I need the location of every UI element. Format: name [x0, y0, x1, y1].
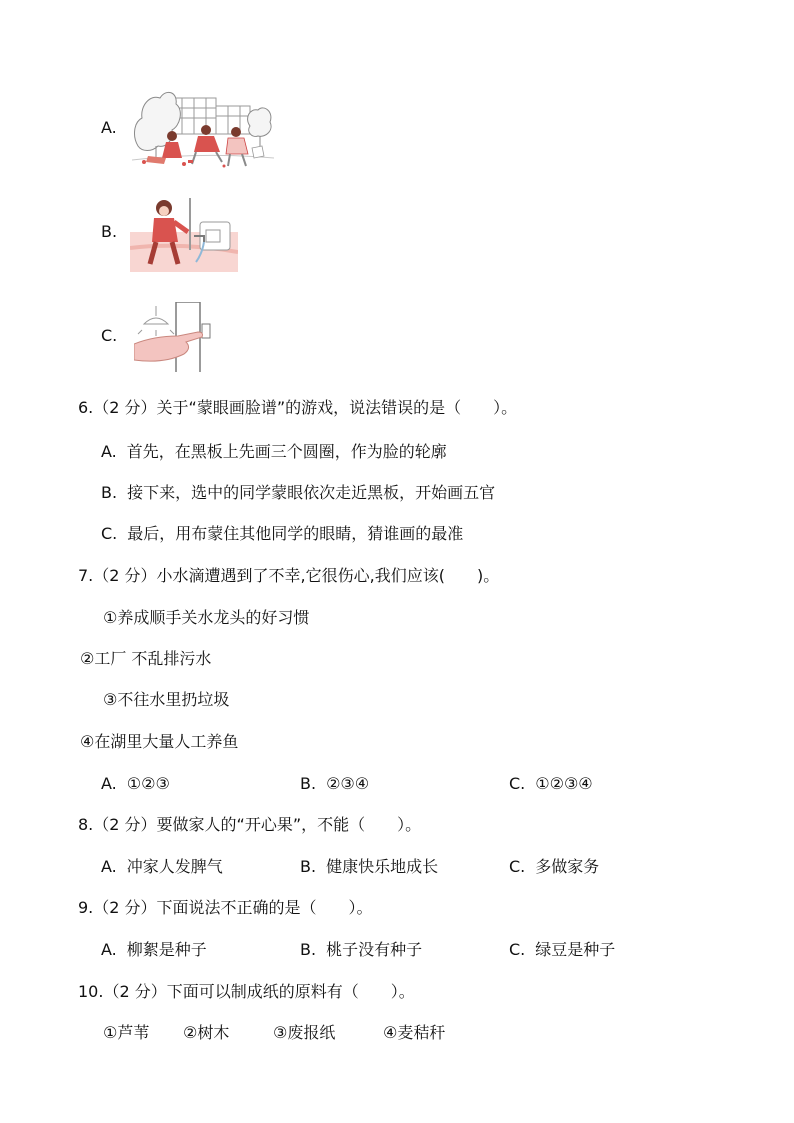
q7-item-4: ④在湖里大量人工养鱼 [80, 732, 239, 751]
option-text: 柳絮是种子 [126, 940, 207, 959]
q10-item-1: ①芦苇 [103, 1023, 150, 1042]
q9-option-c [509, 940, 615, 960]
lamp-icon [138, 306, 174, 336]
q7-option-c [509, 774, 593, 794]
q6-option-c [101, 524, 463, 544]
option-text: 最后，用布蒙住其他同学的眼睛，猜谁画的最准 [127, 524, 464, 543]
light-switch-icon [202, 324, 210, 338]
q8-option-c [509, 857, 599, 877]
option-text: ①②③ [126, 774, 170, 793]
option-text: 健康快乐地成长 [326, 857, 439, 876]
option-text: 接下来，选中的同学蒙眼依次走近黑板，开始画五官 [127, 483, 496, 502]
option-text: ②③④ [326, 774, 370, 793]
option-letter: A. [101, 774, 117, 793]
option-letter: B. [300, 940, 317, 959]
q9-option-a [101, 940, 207, 960]
q10-item-3: ③废报纸 [273, 1023, 336, 1042]
option-letter: C. [509, 774, 526, 793]
q7-option-a [101, 774, 170, 794]
q6-option-a [101, 442, 447, 462]
hand-icon [134, 332, 203, 361]
option-text: 绿豆是种子 [535, 940, 616, 959]
q5-option-b-letter: B. [101, 222, 118, 241]
q6-option-b [101, 483, 495, 503]
option-letter: A. [101, 442, 117, 461]
q5-option-b-illustration [130, 192, 238, 276]
q8-option-b [300, 857, 438, 877]
q10-item-2: ②树木 [183, 1023, 230, 1042]
option-letter: A. [101, 857, 117, 876]
q10-item-4: ④麦秸秆 [383, 1023, 446, 1042]
option-letter: A. [101, 940, 117, 959]
option-text: 冲家人发脾气 [126, 857, 223, 876]
option-letter: B. [300, 774, 317, 793]
option-letter: B. [101, 483, 118, 502]
option-text: ①②③④ [535, 774, 593, 793]
option-letter: B. [300, 857, 317, 876]
q5-option-c-letter: C. [101, 326, 118, 345]
q7-item-1: ①养成顺手关水龙头的好习惯 [103, 608, 310, 627]
q8-stem: 8.（2 分）要做家人的“开心果”，不能（ ）。 [78, 815, 422, 834]
option-text: 桃子没有种子 [326, 940, 423, 959]
option-text: 多做家务 [535, 857, 600, 876]
q7-item-3: ③不往水里扔垃圾 [103, 690, 230, 709]
q6-stem: 6.（2 分）关于“蒙眼画脸谱”的游戏，说法错误的是（ ）。 [78, 398, 518, 417]
q8-option-a [101, 857, 223, 877]
option-letter: C. [509, 857, 526, 876]
q10-stem: 10.（2 分）下面可以制成纸的原料有（ ）。 [78, 982, 415, 1001]
q7-item-2: ②工厂 不乱排污水 [80, 649, 212, 668]
q9-stem: 9.（2 分）下面说法不正确的是（ ）。 [78, 898, 373, 917]
q5-option-c-illustration [134, 302, 214, 378]
option-letter: C. [509, 940, 526, 959]
q5-option-a-illustration [132, 86, 274, 172]
q7-stem: 7.（2 分）小水滴遭遇到了不幸,它很伤心,我们应该( )。 [78, 566, 500, 585]
option-letter: C. [101, 524, 118, 543]
option-text: 首先，在黑板上先画三个圆圈，作为脸的轮廓 [126, 442, 447, 461]
q5-option-a-letter: A. [101, 118, 117, 137]
q7-option-b [300, 774, 369, 794]
q9-option-b [300, 940, 422, 960]
